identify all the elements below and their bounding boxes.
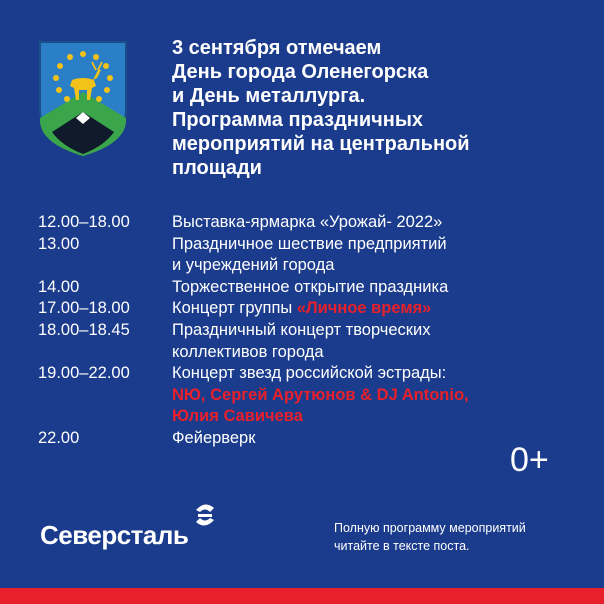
event-time: 18.00–18.45 (38, 320, 130, 339)
brand-name: Северсталь (40, 520, 189, 550)
event-text-plain: Концерт группы (172, 299, 297, 318)
event-text: коллективов города (172, 342, 324, 361)
event-time: 22.00 (38, 428, 80, 447)
title-line: площади (172, 157, 262, 179)
event-description (172, 277, 578, 299)
schedule-row (38, 363, 578, 428)
note-line: Полную программу мероприятий (334, 521, 526, 535)
event-highlight: Юлия Савичева (172, 407, 303, 426)
footer-note (334, 519, 526, 555)
note-line: читайте в тексте поста. (334, 539, 470, 553)
event-time: 13.00 (38, 234, 80, 253)
schedule-row (38, 320, 578, 363)
schedule-row (38, 212, 578, 234)
severstal-logo (40, 500, 220, 550)
event-description (172, 363, 578, 428)
severstal-logo-mark-icon (190, 500, 220, 530)
page-title (172, 36, 572, 180)
title-line: 3 сентября отмечаем (172, 37, 382, 59)
event-highlight: NЮ, Сергей Арутюнов & DJ Antonio, (172, 385, 469, 404)
event-time: 14.00 (38, 277, 80, 296)
event-text: Праздничный концерт творческих (172, 320, 431, 339)
schedule-row (38, 428, 578, 450)
event-description (172, 234, 578, 277)
bottom-accent-bar (0, 588, 604, 604)
event-text: Торжественное открытие праздника (172, 277, 449, 296)
event-highlight: «Личное время» (296, 299, 432, 318)
event-text (172, 298, 578, 320)
event-description (172, 298, 578, 320)
event-time: 19.00–22.00 (38, 364, 130, 383)
event-text: Концерт звезд российской эстрады: (172, 364, 447, 383)
olenegorsk-coat-of-arms-icon (38, 40, 128, 158)
schedule-row (38, 234, 578, 277)
event-time: 17.00–18.00 (38, 299, 130, 318)
title-line: мероприятий на центральной (172, 133, 470, 155)
title-line: День города Оленегорска (172, 61, 429, 83)
age-rating-badge: 0+ (510, 441, 549, 479)
event-text: Праздничное шествие предприятий (172, 234, 447, 253)
event-schedule (38, 212, 578, 450)
schedule-row (38, 277, 578, 299)
title-line: и День металлурга. (172, 85, 366, 107)
event-time: 12.00–18.00 (38, 213, 130, 231)
event-description (172, 320, 578, 363)
event-text: Фейерверк (172, 428, 256, 447)
schedule-row (38, 298, 578, 320)
event-description (172, 212, 578, 234)
title-line: Программа праздничных (172, 109, 424, 131)
event-text: и учреждений города (172, 256, 335, 275)
event-text: Выставка-ярмарка «Урожай- 2022» (172, 213, 443, 231)
